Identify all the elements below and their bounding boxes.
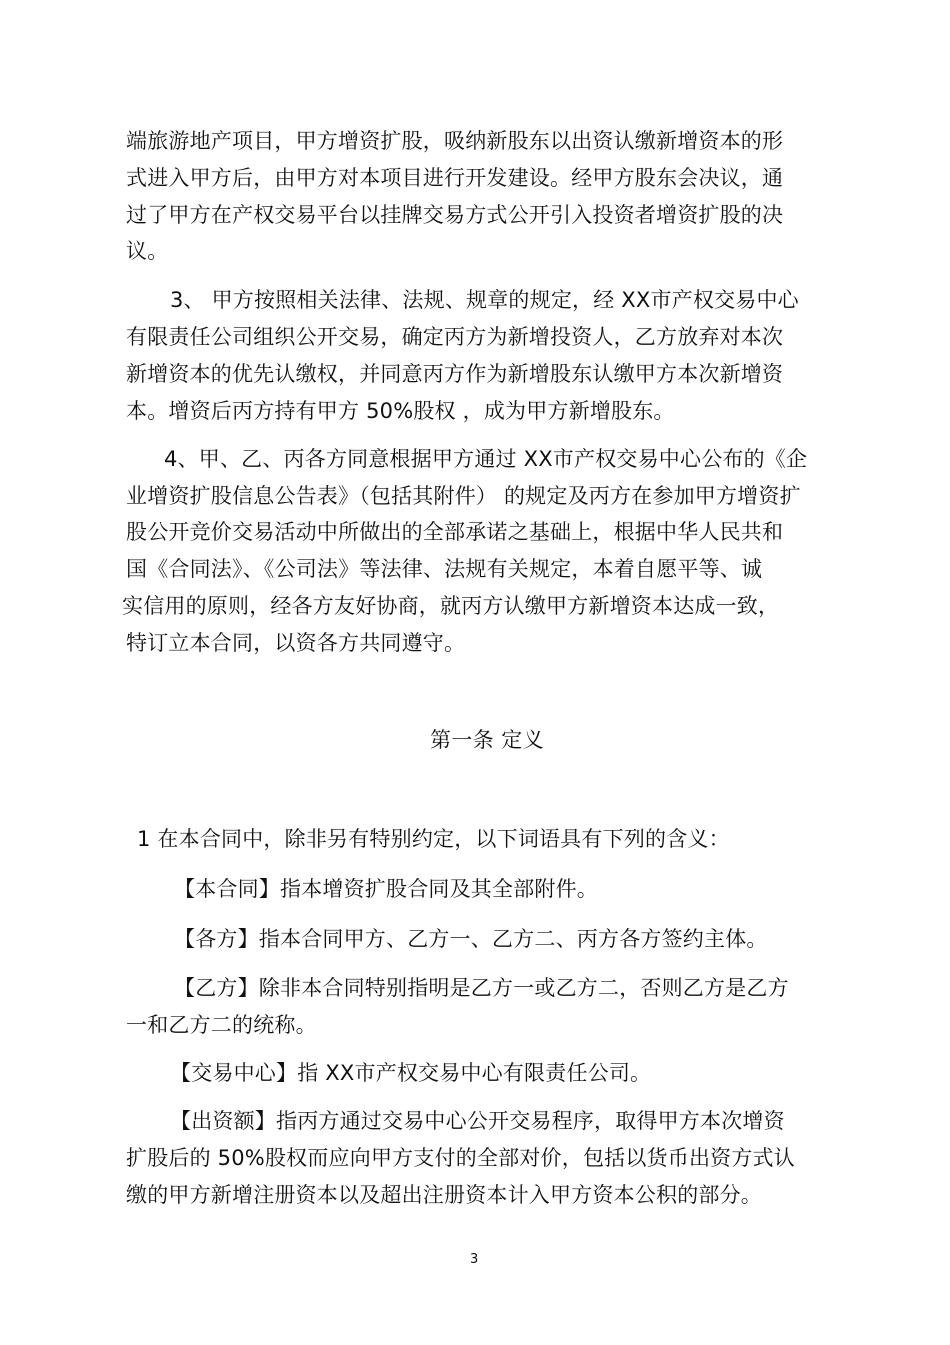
intro-line-1: 端旅游地产项目，甲方增资扩股，吸纳新股东以出资认缴新增资本的形 xyxy=(126,129,784,153)
definition-contract: 【本合同】指本增资扩股合同及其全部附件。 xyxy=(174,877,598,901)
definition-parties: 【各方】指本合同甲方、乙方一、乙方二、丙方各方签约主体。 xyxy=(174,927,768,951)
section-heading: 第一条 定义 xyxy=(430,728,545,752)
para4-line-2: 业增资扩股信息公告表》（包括其附件） 的规定及丙方在参加甲方增资扩 xyxy=(126,484,801,508)
intro-line-4: 议。 xyxy=(126,239,169,263)
definition-contribution-line-2: 扩股后的 50%股权而应向甲方支付的全部对价，包括以货币出资方式认 xyxy=(126,1146,795,1170)
page-number: 3 xyxy=(470,1252,479,1267)
para4-line-3: 股公开竞价交易活动中所做出的全部承诺之基础上，根据中华人民共和 xyxy=(126,520,784,544)
para3-line-2: 有限责任公司组织公开交易，确定丙方为新增投资人，乙方放弃对本次 xyxy=(126,325,784,349)
definition-contribution-line-1: 【出资额】指丙方通过交易中心公开交易程序，取得甲方本次增资 xyxy=(170,1109,785,1133)
para4-line-6: 特订立本合同，以资各方共同遵守。 xyxy=(126,631,466,655)
definition-exchange: 【交易中心】指 XX市产权交易中心有限责任公司。 xyxy=(170,1061,652,1085)
para3-line-1: 3、 甲方按照相关法律、法规、规章的规定，经 XX市产权交易中心 xyxy=(170,288,799,312)
definition-party-b-line-2: 一和乙方二的统称。 xyxy=(126,1013,317,1037)
intro-line-2: 式进入甲方后，由甲方对本项目进行开发建设。经甲方股东会决议，通 xyxy=(126,166,784,190)
para3-line-4: 本。增资后丙方持有甲方 50%股权 ，成为甲方新增股东。 xyxy=(126,399,675,423)
para4-line-4: 国《合同法》、《公司法》等法律、法规有关规定，本着自愿平等、诚 xyxy=(126,557,763,581)
intro-line-3: 过了甲方在产权交易平台以挂牌交易方式公开引入投资者增资扩股的决 xyxy=(126,203,784,227)
definition-party-b-line-1: 【乙方】除非本合同特别指明是乙方一或乙方二，否则乙方是乙方 xyxy=(174,976,789,1000)
definitions-intro: 1 在本合同中，除非另有特别约定，以下词语具有下列的含义： xyxy=(137,827,730,851)
definition-contribution-line-3: 缴的甲方新增注册资本以及超出注册资本计入甲方资本公积的部分。 xyxy=(126,1183,762,1207)
para4-line-1: 4、甲、乙、丙各方同意根据甲方通过 XX市产权交易中心公布的《企 xyxy=(164,447,808,471)
para3-line-3: 新增资本的优先认缴权，并同意丙方作为新增股东认缴甲方本次新增资 xyxy=(126,362,784,386)
para4-line-5: 实信用的原则，经各方友好协商，就丙方认缴甲方新增资本达成一致， xyxy=(122,594,780,618)
